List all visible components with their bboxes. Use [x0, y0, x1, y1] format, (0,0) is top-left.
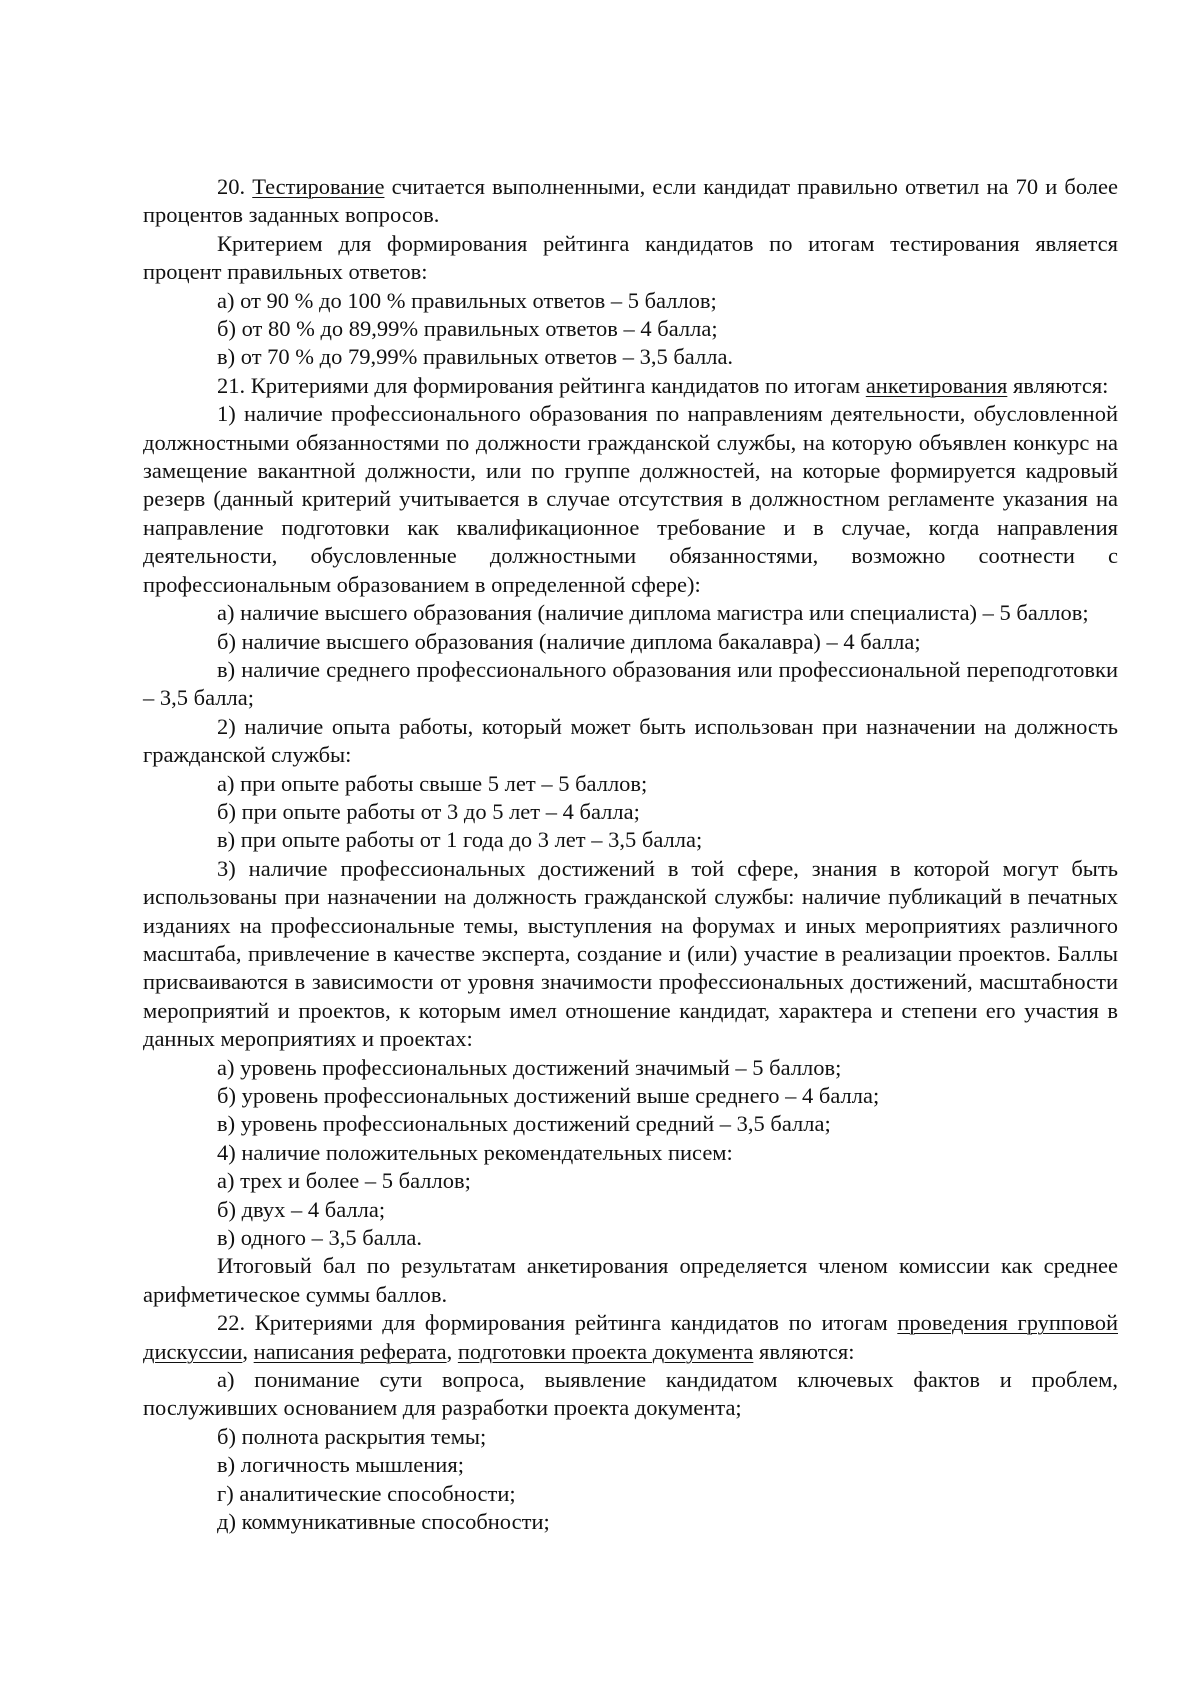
- experience-score-item-a: а) при опыте работы свыше 5 лет – 5 баллов;: [217, 770, 648, 796]
- term-group-discussion: проведения групповой дискуссии: [143, 1310, 1118, 1364]
- questionnaire-summary-paragraph: Итоговый бал по результатам анкетирования определяется членом комиссии как среднее арифметическое суммы баллов.: [143, 1253, 1118, 1307]
- experience-score-item-b: б) при опыте работы от 3 до 5 лет – 4 балла;: [217, 798, 640, 824]
- testing-score-item-c: в) от 70 % до 79,99% правильных ответов – 3,5 балла.: [217, 344, 734, 370]
- document-page: [143, 173, 1118, 1537]
- achievements-score-item-b: б) уровень профессиональных достижений выше среднего – 4 балла;: [217, 1083, 880, 1108]
- testing-score-item-b: б) от 80 % до 89,99% правильных ответов – 4 балла;: [217, 316, 718, 342]
- achievements-score-item-c: в) уровень профессиональных достижений средний – 3,5 балла;: [217, 1111, 831, 1137]
- section-20-text: считается выполненными, если кандидат правильно ответил на 70 и более процентов заданных вопросов.: [143, 174, 1119, 228]
- discussion-criterion-item-b: б) полнота раскрытия темы;: [217, 1423, 487, 1449]
- testing-criterion-paragraph: Критерием для формирования рейтинга кандидатов по итогам тестирования является процент правильных ответов:: [143, 230, 1118, 285]
- education-score-item-a: а) наличие высшего образования (наличие диплома магистра или специалиста) – 5 баллов;: [217, 600, 1089, 626]
- criterion-3-paragraph: 3) наличие профессиональных достижений в той сфере, знания в которой могут быть использованы при назначении на должность гражданской службы: наличие публикаций в печатных изданиях на профессиональные темы, выступления на форумах и иных мероприятиях различного масштаба, привлечение в качестве эксперта, создание и (или) участие в реализации проектов. Баллы присваиваются в зависимости от уровня значимости профессиональных достижений, масштабности мероприятий и проектов, к которым имел отношение кандидат, характера и степени его участия в данных мероприятиях и проектах:: [143, 855, 1118, 1052]
- discussion-criterion-item-a: а) понимание сути вопроса, выявление кандидатом ключевых фактов и проблем, послуживших основанием для разработки проекта документа;: [143, 1367, 1118, 1421]
- section-22-intro: 22. Критериями для формирования рейтинга кандидатов по итогам: [217, 1310, 888, 1336]
- letters-score-item-b: б) двух – 4 балла;: [217, 1196, 386, 1222]
- term-questionnaire: анкетирования: [865, 372, 1008, 398]
- criterion-2-paragraph: 2) наличие опыта работы, который может быть использован при назначении на должность гражданской службы:: [143, 713, 1118, 768]
- discussion-criterion-item-e: д) коммуникативные способности;: [217, 1509, 550, 1535]
- testing-score-item-a: а) от 90 % до 100 % правильных ответов – 5 баллов;: [217, 287, 717, 313]
- section-21-after: являются:: [1012, 372, 1109, 398]
- criterion-4-paragraph: 4) наличие положительных рекомендательных писем:: [217, 1139, 733, 1165]
- letters-score-item-c: в) одного – 3,5 балла.: [217, 1225, 422, 1251]
- section-21-paragraph: [143, 372, 1118, 400]
- section-22-sep-2: ,: [446, 1338, 453, 1364]
- section-20-paragraph: [143, 173, 1118, 230]
- achievements-score-item-a: а) уровень профессиональных достижений значимый – 5 баллов;: [217, 1054, 842, 1080]
- section-21-intro: 21. Критериями для формирования рейтинга кандидатов по итогам: [217, 372, 861, 398]
- discussion-criterion-item-d: г) аналитические способности;: [217, 1480, 516, 1506]
- experience-score-item-c: в) при опыте работы от 1 года до 3 лет – 3,5 балла;: [217, 827, 703, 853]
- letters-score-item-a: а) трех и более – 5 баллов;: [217, 1168, 471, 1194]
- term-draft-document: подготовки проекта документа: [457, 1338, 754, 1364]
- term-essay: написания реферата: [253, 1338, 447, 1364]
- section-20-number: 20.: [217, 174, 246, 199]
- section-22-sep-1: ,: [242, 1338, 249, 1364]
- section-22-paragraph: [143, 1309, 1118, 1366]
- term-testing: Тестирование: [252, 174, 385, 199]
- discussion-criterion-item-c: в) логичность мышления;: [217, 1452, 464, 1478]
- section-22-after: являются:: [758, 1338, 855, 1364]
- education-score-item-c: в) наличие среднего профессионального образования или профессиональной переподготовки – 3,5 балла;: [143, 656, 1118, 711]
- education-score-item-b: б) наличие высшего образования (наличие диплома бакалавра) – 4 балла;: [217, 628, 921, 654]
- criterion-1-paragraph: 1) наличие профессионального образования по направлениям деятельности, обусловленной должностными обязанностями по должности гражданской службы, на которую объявлен конкурс на замещение вакантной должности, или по группе должностей, на которые формируется кадровый резерв (данный критерий учитывается в случае отсутствия в должностном регламенте указания на направление подготовки как квалификационное требование и в случае, когда направления деятельности, обусловленные должностными обязанностями, возможно соотнести с профессиональным образованием в определенной сфере):: [143, 401, 1118, 597]
